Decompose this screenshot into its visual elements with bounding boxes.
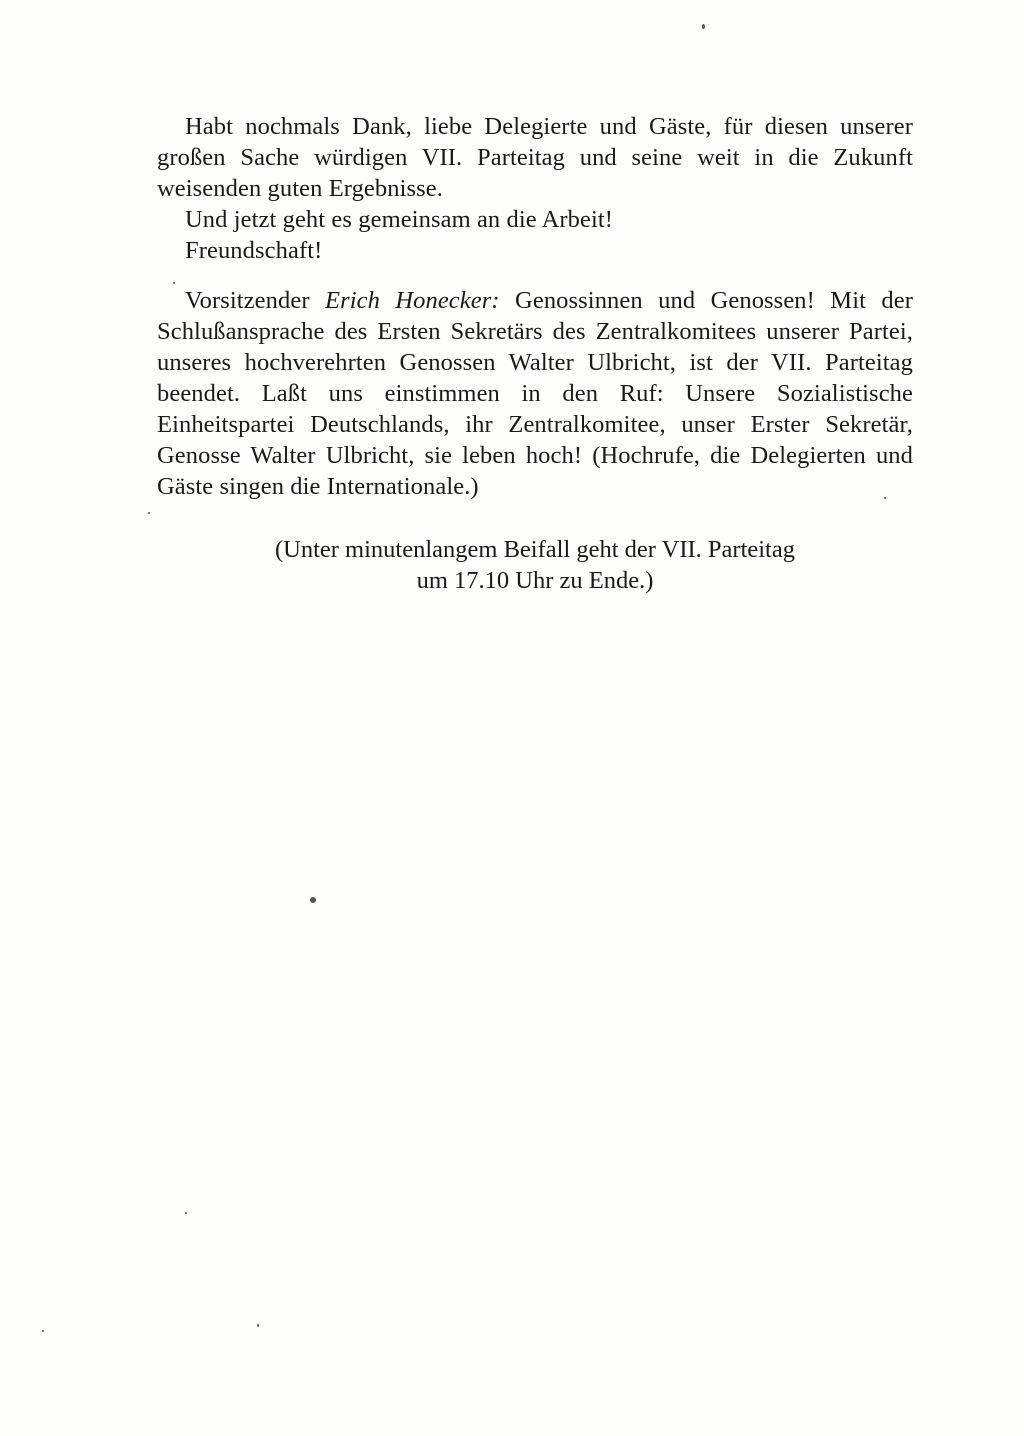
speech-text: Genossinnen und Genossen! Mit der Schlußansprache des Ersten Sekretärs des Zentralkomitees unserer Partei, unseres hochverehrten Genossen Walter Ulbricht, ist der VII. Parteitag beendet. Laßt uns einstimmen in den Ruf: Unsere Sozialistische Einheitspartei Deutschlands, ihr Zentralkomitee, unser Erster Sekretär, Genosse Walter Ulbricht, sie leben hoch! (Hochrufe, die Delegierten und Gäste singen die Internationale.)	[157, 287, 913, 500]
scan-speck	[310, 897, 316, 903]
stage-direction-line-2: um 17.10 Uhr zu Ende.)	[416, 567, 654, 594]
scan-speck	[148, 512, 150, 514]
speaker-name: Erich Honecker:	[325, 287, 500, 314]
scan-speck	[185, 1212, 187, 1214]
friendship-paragraph: Freundschaft!	[185, 237, 323, 264]
scan-speck	[702, 24, 705, 29]
stage-direction	[157, 534, 913, 596]
thanks-paragraph: Habt nochmals Dank, liebe Delegierte und Gäste, für diesen unserer großen Sache würdigen VII. Parteitag und seine weit in die Zukunft weisenden guten Ergebnisse.	[157, 113, 913, 202]
speaker-role: Vorsitzender	[185, 287, 310, 314]
scan-speck	[42, 1330, 44, 1332]
stage-direction-line-1: (Unter minutenlangem Beifall geht der VII. Parteitag	[274, 536, 795, 563]
scan-speck	[257, 1324, 259, 1327]
chair-speech	[157, 285, 913, 502]
speech-paragraph	[157, 285, 913, 502]
scan-speck	[884, 497, 886, 499]
work-paragraph: Und jetzt geht es gemeinsam an die Arbeit!	[185, 206, 614, 233]
scan-speck	[173, 282, 175, 284]
closing-remarks	[157, 111, 913, 266]
